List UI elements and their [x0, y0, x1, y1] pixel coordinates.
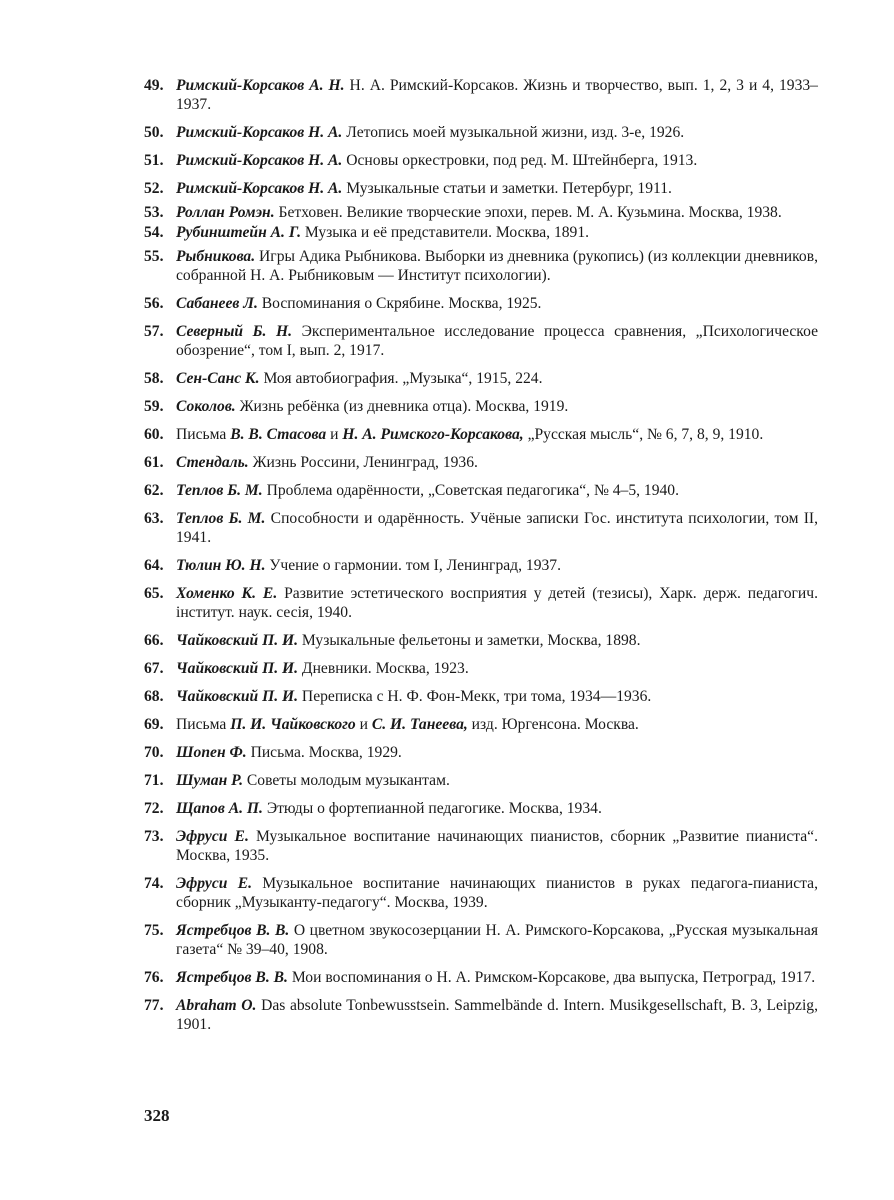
bibliography-entry	[144, 425, 818, 444]
entry-author: Теплов Б. М.	[176, 510, 266, 527]
bibliography-entry	[144, 123, 818, 142]
entry-details: Переписка с Н. Ф. Фон-Мекк, три тома, 1934—1936.	[298, 688, 652, 705]
entry-author: Шуман Р.	[176, 772, 243, 789]
entry-author: Эфруси Е.	[176, 875, 252, 892]
bibliography-entry	[144, 827, 818, 865]
entry-author: Римский-Корсаков А. Н.	[176, 77, 345, 94]
entry-author: Стендаль.	[176, 454, 249, 471]
entry-number: 68.	[144, 688, 164, 705]
entry-text	[176, 397, 818, 416]
entry-author: Ястребцов В. В.	[176, 922, 290, 939]
entry-details: Советы молодым музыкантам.	[243, 772, 450, 789]
bibliography-entry	[144, 76, 818, 114]
entry-text	[176, 584, 818, 622]
bibliography-entry	[144, 453, 818, 472]
entry-number: 71.	[144, 772, 164, 789]
entry-text	[176, 425, 818, 444]
bibliography-entry	[144, 179, 818, 198]
entry-number: 73.	[144, 828, 164, 845]
entry-details: Игры Адика Рыбникова. Выборки из дневника (рукопись) (из коллекции дневников, собранной Н. А. Рыбниковым — Институт психологии).	[176, 248, 818, 284]
entry-number: 69.	[144, 716, 164, 733]
entry-details: Моя автобиография. „Музыка“, 1915, 224.	[259, 370, 543, 387]
entry-details: Н. А. Римский-Корсаков. Жизнь и творчество, вып. 1, 2, 3 и 4, 1933–1937.	[176, 77, 818, 113]
entry-details: Жизнь Россини, Ленинград, 1936.	[248, 454, 478, 471]
entry-text	[176, 151, 818, 170]
entry-author: Чайковский П. И.	[176, 632, 299, 649]
entry-details: Das absolute Tonbewusstsein. Sammelbände d. Intern. Musikgesellschaft, B. 3, Leipzig, 1901.	[176, 997, 818, 1033]
entry-number: 74.	[144, 875, 164, 892]
entry-number: 67.	[144, 660, 164, 677]
entry-text	[176, 123, 818, 142]
entry-text	[176, 874, 818, 912]
entry-text	[176, 827, 818, 865]
entry-conjunction: и	[326, 426, 343, 443]
entry-details: Учение о гармонии. том I, Ленинград, 1937.	[265, 557, 561, 574]
bibliography-list	[144, 76, 818, 1034]
entry-number: 58.	[144, 370, 164, 387]
bibliography-entry	[144, 203, 818, 222]
entry-text	[176, 659, 818, 678]
entry-number: 50.	[144, 124, 164, 141]
entry-author: Рыбникова.	[176, 248, 256, 265]
entry-number: 49.	[144, 77, 164, 94]
bibliography-entry	[144, 481, 818, 500]
entry-author: Тюлин Ю. Н.	[176, 557, 266, 574]
entry-text	[176, 481, 818, 500]
entry-details: Развитие эстетического восприятия у детей (тезисы), Харк. держ. педагогич. інститут. наук. сесія, 1940.	[176, 585, 819, 621]
page-number: 328	[144, 1106, 170, 1125]
bibliography-entry	[144, 799, 818, 818]
bibliography-entry	[144, 223, 818, 242]
entry-number: 51.	[144, 152, 164, 169]
entry-number: 56.	[144, 295, 164, 312]
entry-text	[176, 223, 818, 242]
entry-text	[176, 509, 818, 547]
bibliography-entry	[144, 771, 818, 790]
entry-details: О цветном звукосозерцании Н. А. Римского-Корсакова, „Русская музыкальная газета“ № 39–40, 1908.	[176, 922, 818, 958]
entry-text	[176, 799, 818, 818]
entry-text	[176, 771, 818, 790]
entry-text	[176, 369, 818, 388]
entry-author: Римский-Корсаков Н. А.	[176, 124, 343, 141]
entry-text	[176, 631, 818, 650]
bibliography-entry	[144, 631, 818, 650]
entry-number: 55.	[144, 248, 164, 265]
bibliography-entry	[144, 659, 818, 678]
entry-author: Чайковский П. И.	[176, 660, 299, 677]
entry-text	[176, 179, 818, 198]
bibliography-entry	[144, 509, 818, 547]
entry-number: 75.	[144, 922, 164, 939]
entry-text	[176, 556, 818, 575]
entry-text	[176, 687, 818, 706]
entry-number: 66.	[144, 632, 164, 649]
entry-text	[176, 322, 818, 360]
entry-text	[176, 294, 818, 313]
bibliography-entry	[144, 584, 818, 622]
entry-number: 77.	[144, 997, 164, 1014]
entry-number: 60.	[144, 426, 164, 443]
bibliography-entry	[144, 743, 818, 762]
entry-number: 57.	[144, 323, 164, 340]
entry-text	[176, 968, 818, 987]
bibliography-entry	[144, 151, 818, 170]
entry-details: Летопись моей музыкальной жизни, изд. 3-е, 1926.	[342, 124, 685, 141]
entry-author: Abraham O.	[176, 997, 257, 1014]
bibliography-entry	[144, 369, 818, 388]
entry-number: 64.	[144, 557, 164, 574]
entry-number: 76.	[144, 969, 164, 986]
entry-number: 54.	[144, 224, 164, 241]
entry-author-second: С. И. Танеева,	[371, 716, 468, 733]
entry-details: Основы оркестровки, под ред. М. Штейнберга, 1913.	[342, 152, 698, 169]
bibliography-entry	[144, 687, 818, 706]
entry-number: 53.	[144, 204, 164, 221]
entry-author: Хоменко К. Е.	[176, 585, 278, 602]
entry-author: Сабанеев Л.	[176, 295, 258, 312]
entry-details: Экспериментальное исследование процесса сравнения, „Психологическое обозрение“, том I, вып. 2, 1917.	[176, 323, 818, 359]
entry-number: 70.	[144, 744, 164, 761]
entry-author: Чайковский П. И.	[176, 688, 299, 705]
bibliography-entry	[144, 322, 818, 360]
entry-author: Роллан Ромэн.	[176, 204, 275, 221]
entry-author: Соколов.	[176, 398, 236, 415]
entry-details: Мои воспоминания о Н. А. Римском-Корсакове, два выпуска, Петроград, 1917.	[287, 969, 816, 986]
entry-details: Музыкальные фельетоны и заметки, Москва, 1898.	[298, 632, 641, 649]
entry-conjunction: и	[355, 716, 372, 733]
entry-text	[176, 996, 818, 1034]
entry-details: Способности и одарённость. Учёные записки Гос. института психологии, том II, 1941.	[176, 510, 818, 546]
entry-details: Музыкальные статьи и заметки. Петербург, 1911.	[342, 180, 672, 197]
entry-number: 65.	[144, 585, 164, 602]
entry-number: 63.	[144, 510, 164, 527]
entry-prefix: Письма	[176, 426, 231, 443]
entry-number: 61.	[144, 454, 164, 471]
bibliography-entry	[144, 996, 818, 1034]
entry-details: Письма. Москва, 1929.	[246, 744, 402, 761]
entry-author: Сен-Санс К.	[176, 370, 260, 387]
entry-number: 62.	[144, 482, 164, 499]
entry-author: Римский-Корсаков Н. А.	[176, 180, 343, 197]
entry-text	[176, 247, 818, 285]
entry-details: Музыкальное воспитание начинающих пианистов, сборник „Развитие пианиста“. Москва, 1935.	[176, 828, 818, 864]
entry-text	[176, 453, 818, 472]
bibliography-entry	[144, 247, 818, 285]
entry-author-second: Н. А. Римского-Корсакова,	[342, 426, 524, 443]
entry-author: Римский-Корсаков Н. А.	[176, 152, 343, 169]
bibliography-entry	[144, 921, 818, 959]
bibliography-entry	[144, 715, 818, 734]
entry-author: Эфруси Е.	[176, 828, 249, 845]
entry-author: П. И. Чайковского	[230, 716, 356, 733]
bibliography-entry	[144, 397, 818, 416]
entry-details: Этюды о фортепианной педагогике. Москва, 1934.	[262, 800, 602, 817]
bibliography-entry	[144, 968, 818, 987]
entry-number: 59.	[144, 398, 164, 415]
entry-author: Северный Б. Н.	[176, 323, 293, 340]
entry-number: 72.	[144, 800, 164, 817]
entry-details: „Русская мысль“, № 6, 7, 8, 9, 1910.	[523, 426, 764, 443]
entry-details: Жизнь ребёнка (из дневника отца). Москва, 1919.	[235, 398, 569, 415]
entry-author: Теплов Б. М.	[176, 482, 263, 499]
entry-details: изд. Юргенсона. Москва.	[467, 716, 639, 733]
entry-prefix: Письма	[176, 716, 231, 733]
entry-details: Проблема одарённости, „Советская педагогика“, № 4–5, 1940.	[262, 482, 680, 499]
entry-author: Ястребцов В. В.	[176, 969, 288, 986]
entry-text	[176, 76, 818, 114]
entry-number: 52.	[144, 180, 164, 197]
entry-details: Дневники. Москва, 1923.	[298, 660, 469, 677]
entry-author: Рубинштейн А. Г.	[176, 224, 301, 241]
entry-details: Бетховен. Великие творческие эпохи, перев. М. А. Кузьмина. Москва, 1938.	[274, 204, 782, 221]
entry-details: Музыкальное воспитание начинающих пианистов в руках педагога-пианиста, сборник „Музыканту-педагогу“. Москва, 1939.	[176, 875, 818, 911]
entry-author: В. В. Стасова	[230, 426, 327, 443]
entry-author: Шопен Ф.	[176, 744, 247, 761]
entry-text	[176, 715, 818, 734]
entry-text	[176, 203, 818, 222]
bibliography-entry	[144, 874, 818, 912]
entry-details: Воспоминания о Скрябине. Москва, 1925.	[257, 295, 542, 312]
entry-author: Щапов А. П.	[176, 800, 263, 817]
entry-details: Музыка и её представители. Москва, 1891.	[300, 224, 590, 241]
entry-text	[176, 921, 818, 959]
entry-text	[176, 743, 818, 762]
bibliography-entry	[144, 294, 818, 313]
bibliography-entry	[144, 556, 818, 575]
